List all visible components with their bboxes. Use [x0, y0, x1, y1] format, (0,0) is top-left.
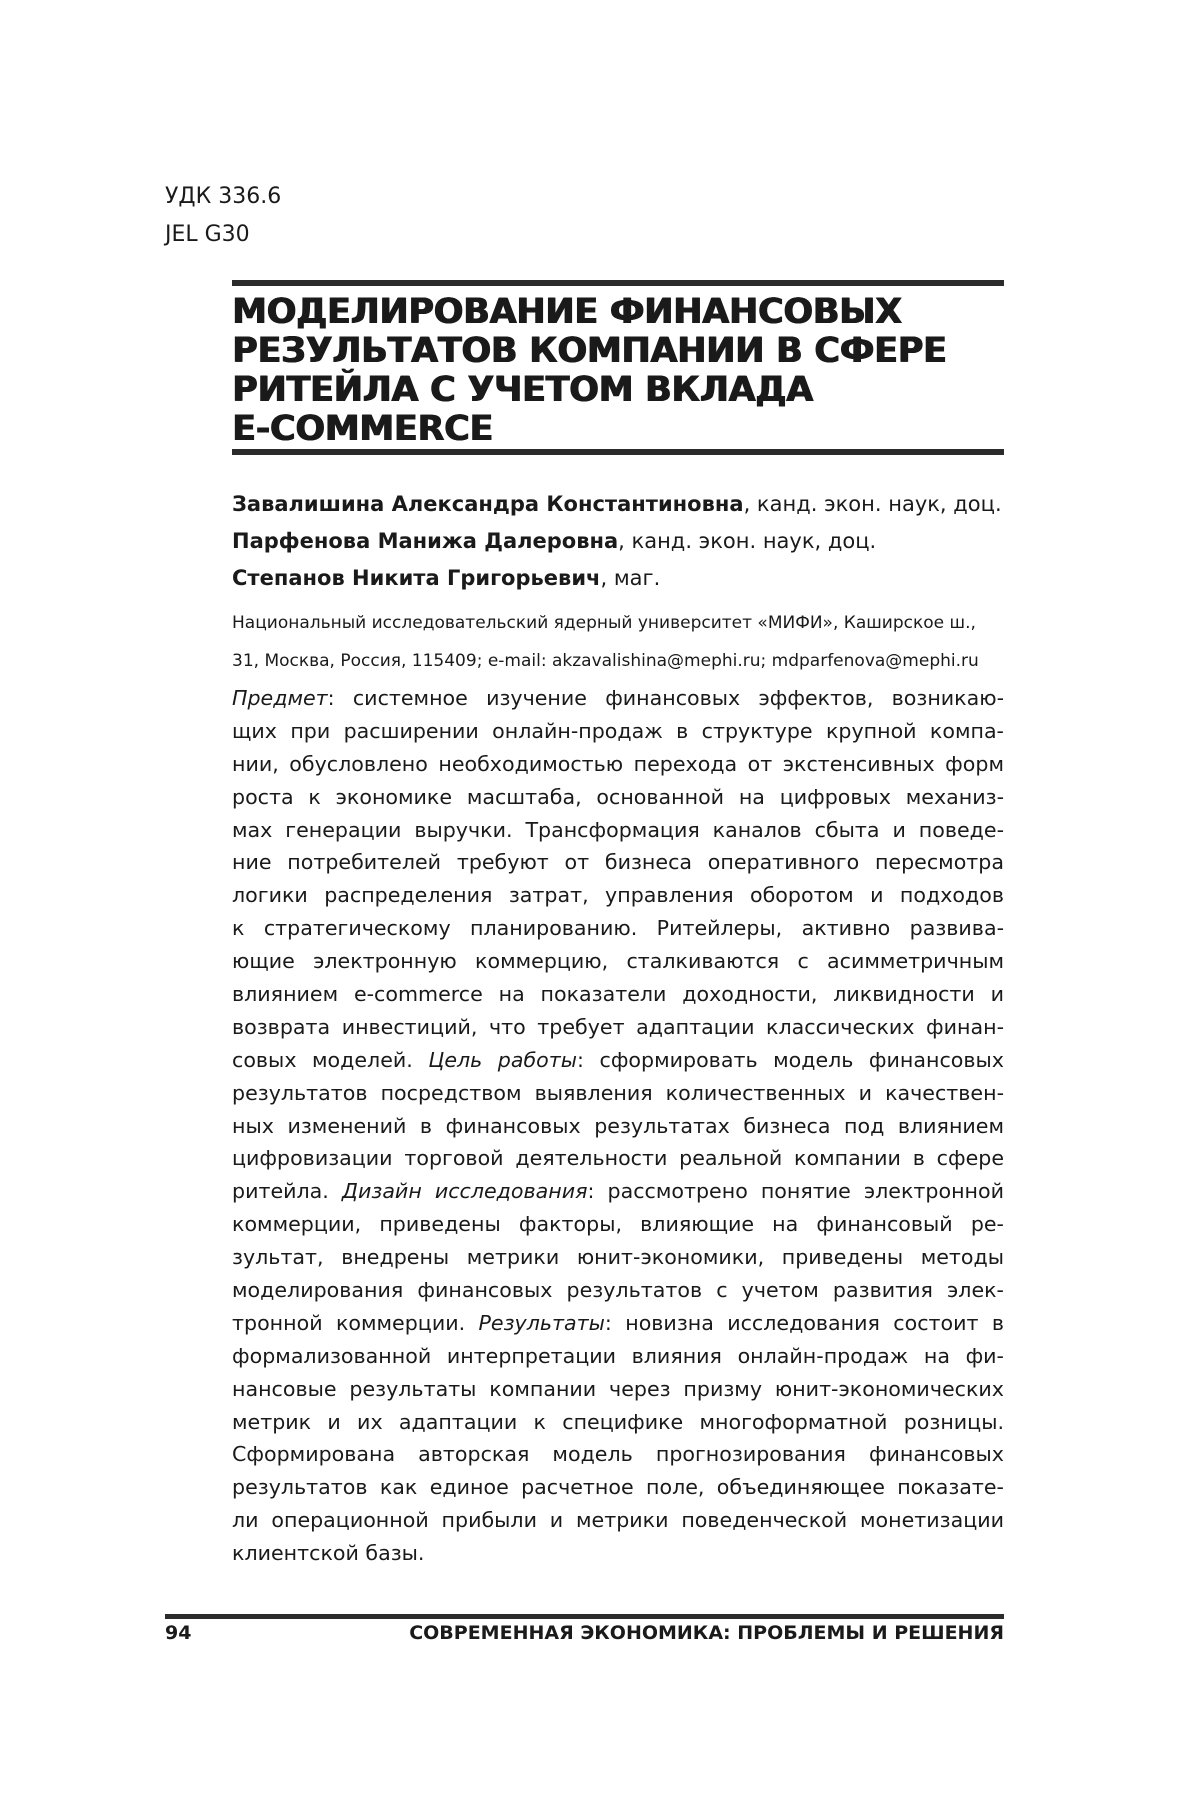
title-top-rule	[232, 280, 1004, 286]
abstract-text: логики распределения затрат, управления оборотом и подходов	[232, 883, 1004, 908]
abstract-line	[232, 1537, 1004, 1570]
abstract-line	[232, 1044, 1004, 1077]
abstract-text: мах генерации выручки. Трансформация каналов сбыта и поведе-	[232, 817, 1004, 842]
author-name: Завалишина Александра Константиновна	[232, 492, 744, 516]
abstract-line	[232, 912, 1004, 945]
abstract-text: совых моделей.	[232, 1047, 429, 1072]
abstract-text: нансовые результаты компании через призму юнит-экономических	[232, 1376, 1004, 1401]
journal-name: СОВРЕМЕННАЯ ЭКОНОМИКА: ПРОБЛЕМЫ И РЕШЕНИЯ	[409, 1622, 1004, 1644]
author-entry	[232, 560, 1012, 597]
abstract-line	[232, 1011, 1004, 1044]
abstract-text: ли операционной прибыли и метрики поведенческой монетизации	[232, 1508, 1004, 1533]
abstract-line	[232, 1175, 1004, 1208]
abstract-line	[232, 1241, 1004, 1274]
abstract-text: возврата инвестиций, что требует адаптации классических финан-	[232, 1014, 1004, 1039]
title-bottom-rule	[232, 449, 1004, 455]
abstract-line	[232, 1307, 1004, 1340]
udc-code: УДК 336.6	[165, 184, 282, 209]
abstract-text: щих при расширении онлайн-продаж в структуре крупной компа-	[232, 718, 1004, 743]
abstract-text: влиянием e-commerce на показатели доходности, ликвидности и	[232, 982, 1004, 1007]
abstract-line	[232, 1340, 1004, 1373]
abstract-text: ние потребителей требуют от бизнеса оперативного пересмотра	[232, 850, 1004, 875]
abstract-line	[232, 1208, 1004, 1241]
abstract-line	[232, 715, 1004, 748]
abstract-line	[232, 748, 1004, 781]
abstract-section-heading: Дизайн исследования	[341, 1179, 588, 1204]
abstract-text: : сформировать модель финансовых	[577, 1047, 1004, 1072]
author-entry	[232, 486, 1012, 523]
abstract-text: формализованной интерпретации влияния онлайн-продаж на фи-	[232, 1343, 1004, 1368]
abstract-line	[232, 814, 1004, 847]
author-list	[232, 486, 1012, 597]
abstract-line	[232, 1373, 1004, 1406]
author-degree: , маг.	[600, 566, 661, 590]
affiliation	[232, 604, 1004, 680]
abstract-text: зультат, внедрены метрики юнит-экономики, приведены методы	[232, 1245, 1004, 1270]
abstract-line	[232, 1274, 1004, 1307]
abstract-line	[232, 682, 1004, 715]
title-line: E-COMMERCE	[232, 409, 493, 449]
classification-codes	[165, 178, 281, 254]
title-line: МОДЕЛИРОВАНИЕ ФИНАНСОВЫХ	[232, 292, 902, 332]
abstract-text: : новизна исследования состоит в	[604, 1310, 1005, 1335]
abstract-section-heading: Предмет	[232, 686, 328, 710]
abstract-text: тронной коммерции.	[232, 1310, 479, 1335]
abstract-line	[232, 1110, 1004, 1143]
abstract-line	[232, 1504, 1004, 1537]
abstract-line	[232, 978, 1004, 1011]
author-entry	[232, 523, 1012, 560]
abstract-text: результатов посредством выявления количественных и качествен-	[232, 1080, 1004, 1105]
abstract-line	[232, 1471, 1004, 1504]
abstract-section-heading: Результаты	[478, 1310, 605, 1335]
affiliation-line: Национальный исследовательский ядерный университет «МИФИ», Каширское ш.,	[232, 613, 976, 633]
page-number: 94	[165, 1622, 192, 1644]
abstract-text: коммерции, приведены факторы, влияющие на финансовый ре-	[232, 1212, 1004, 1237]
abstract-text: к стратегическому планированию. Ритейлеры, активно развива-	[232, 916, 1004, 941]
affiliation-line: 31, Москва, Россия, 115409; e-mail: akzavalishina@mephi.ru; mdparfenova@mephi.ru	[232, 651, 979, 671]
abstract-line	[232, 1077, 1004, 1110]
author-name: Степанов Никита Григорьевич	[232, 566, 601, 590]
abstract-line	[232, 781, 1004, 814]
abstract-text: Сформирована авторская модель прогнозирования финансовых	[232, 1442, 1004, 1467]
abstract-text: ритейла.	[232, 1179, 342, 1204]
author-degree: , канд. экон. наук, доц.	[743, 492, 1002, 516]
abstract-text: : системное изучение финансовых эффектов, возникаю-	[327, 686, 1004, 710]
jel-code: JEL G30	[165, 222, 250, 247]
article-title	[232, 293, 1012, 449]
abstract	[232, 682, 1004, 1570]
title-line: РЕЗУЛЬТАТОВ КОМПАНИИ В СФЕРЕ	[232, 331, 947, 371]
author-degree: , канд. экон. наук, доц.	[618, 529, 877, 553]
abstract-text: ных изменений в финансовых результатах бизнеса под влиянием	[232, 1113, 1004, 1138]
footer-rule	[165, 1614, 1004, 1619]
abstract-line	[232, 1406, 1004, 1439]
abstract-line	[232, 945, 1004, 978]
abstract-text: результатов как единое расчетное поле, объединяющее показате-	[232, 1475, 1004, 1500]
abstract-line	[232, 1142, 1004, 1175]
abstract-text: клиентской базы.	[232, 1541, 425, 1566]
author-name: Парфенова Манижа Далеровна	[232, 529, 619, 553]
abstract-text: ющие электронную коммерцию, сталкиваются с асимметричным	[232, 949, 1004, 974]
abstract-line	[232, 879, 1004, 912]
abstract-line	[232, 1438, 1004, 1471]
abstract-text: : рассмотрено понятие электронной	[587, 1179, 1004, 1204]
abstract-text: роста к экономике масштаба, основанной на цифровых механиз-	[232, 784, 1004, 809]
abstract-text: цифровизации торговой деятельности реальной компании в сфере	[232, 1146, 1004, 1171]
abstract-section-heading: Цель работы	[428, 1047, 578, 1072]
abstract-text: моделирования финансовых результатов с учетом развития элек-	[232, 1278, 1004, 1303]
abstract-text: нии, обусловлено необходимостью перехода от экстенсивных форм	[232, 751, 1004, 776]
abstract-line	[232, 846, 1004, 879]
title-line: РИТЕЙЛА С УЧЕТОМ ВКЛАДА	[232, 370, 813, 410]
abstract-text: метрик и их адаптации к специфике многоформатной розницы.	[232, 1409, 1004, 1434]
